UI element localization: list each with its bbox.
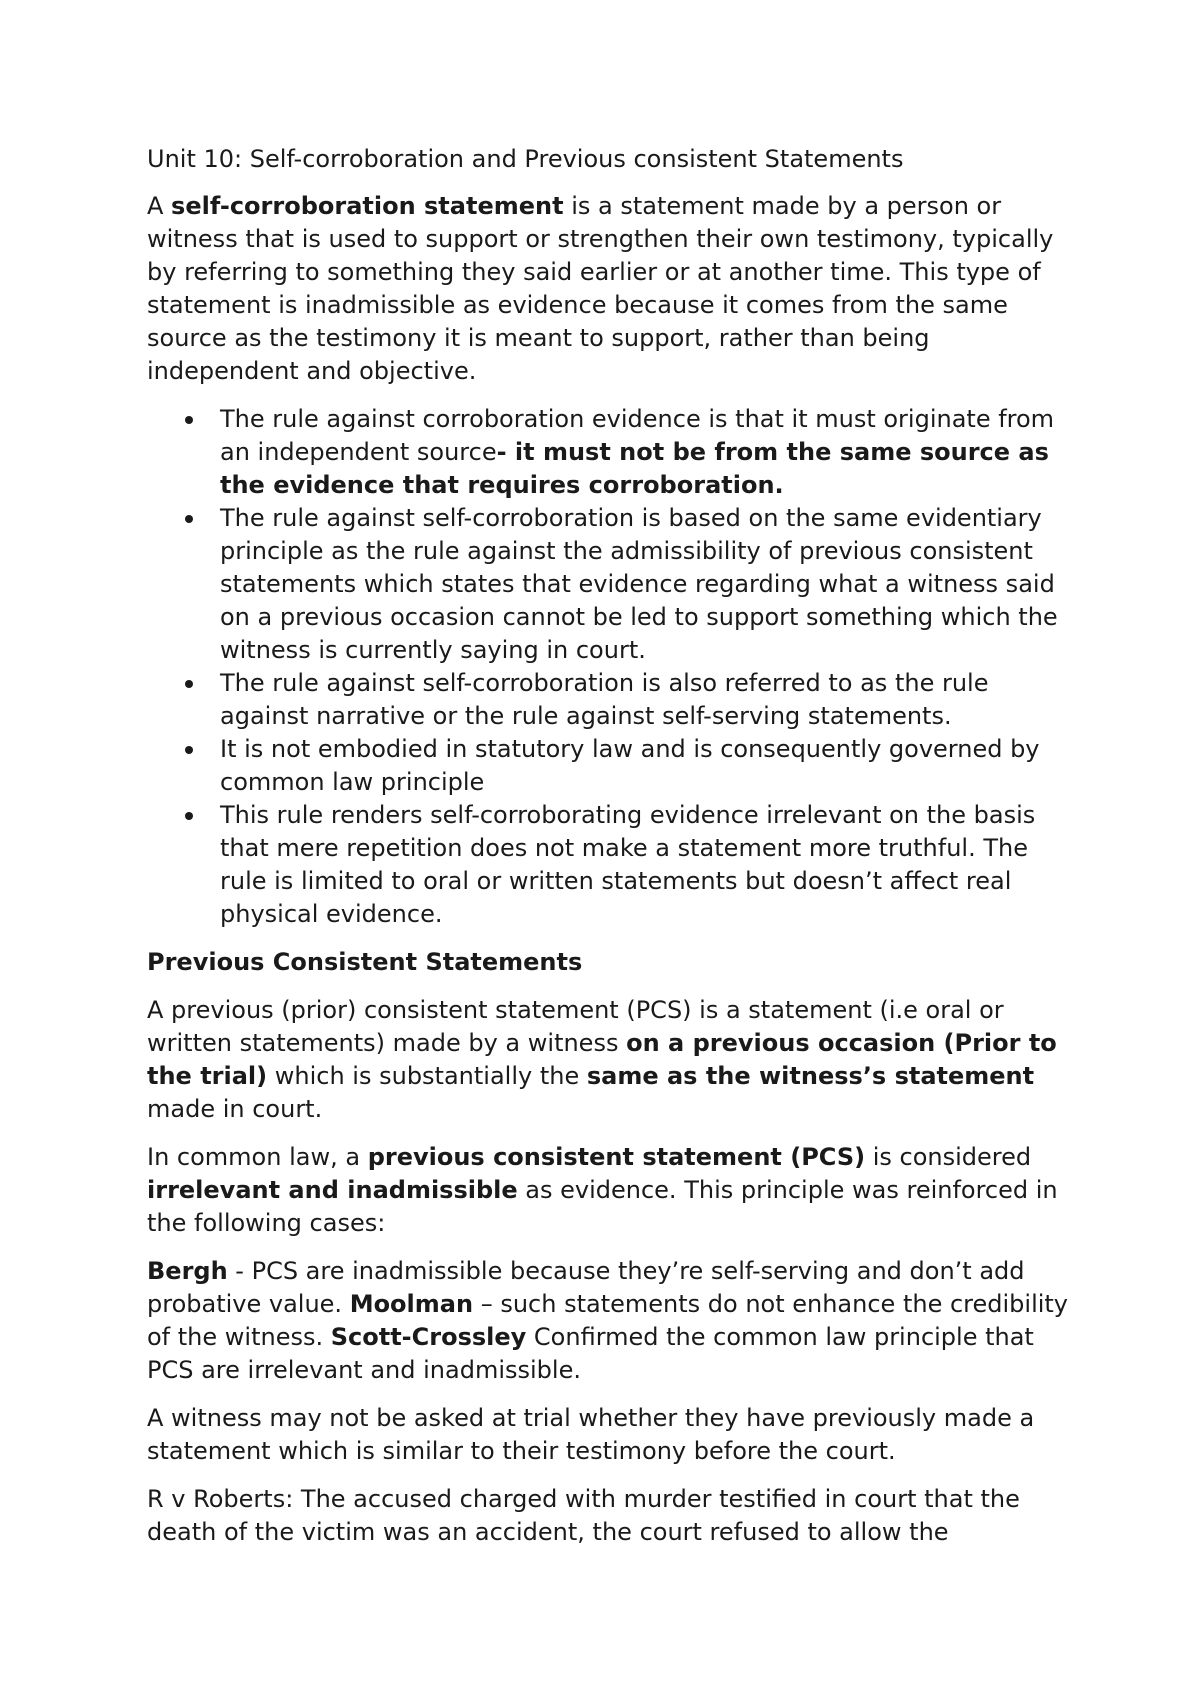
list-item-text: The rule against corroboration evidence is that it must originate from an independent source: [220, 405, 1055, 466]
text: - PCS are inadmissible because they’re self-serving and don’t add probative value.: [147, 1257, 1025, 1318]
witness-paragraph: A witness may not be asked at trial whether they have previously made a statement which is similar to their testimony before the court.: [147, 1404, 1035, 1465]
text: made in court.: [147, 1095, 323, 1123]
case-name: Bergh: [147, 1257, 228, 1285]
intro-term: self-corroboration statement: [171, 192, 564, 220]
cases-paragraph: [147, 1255, 1077, 1387]
intro-text: A: [147, 192, 172, 220]
intro-paragraph: [147, 190, 1077, 388]
bullet-icon: [185, 416, 193, 424]
list-item: [147, 502, 1077, 667]
roberts-paragraph: R v Roberts: The accused charged with murder testified in court that the death of the victim was an accident, the court refused to allow the: [147, 1485, 1020, 1546]
list-item-emphasis: - it must not be from the same source as the evidence that requires corroboration.: [220, 438, 1049, 499]
emphasis: previous consistent statement (PCS): [367, 1143, 866, 1171]
text: as evidence. This principle was reinforced in the following cases:: [147, 1176, 1058, 1237]
emphasis: on a previous occasion (Prior to the trial): [147, 1029, 1057, 1090]
list-item: [147, 667, 1077, 733]
list-item-text: The rule against self-corroboration is based on the same evidentiary principle as the rule against the admissibility of previous consistent statements which states that evidence regarding what a witness said on a previous occasion cannot be led to support something which the witness is currently saying in court.: [220, 504, 1058, 664]
text: In common law, a: [147, 1143, 368, 1171]
list-item-text: This rule renders self-corroborating evidence irrelevant on the basis that mere repetition does not make a statement more truthful. The rule is limited to oral or written statements but doesn’t affect real physical evidence.: [220, 801, 1036, 928]
document-title: Unit 10: Self-corroboration and Previous consistent Statements: [147, 145, 904, 173]
text: Confirmed the common law principle that PCS are irrelevant and inadmissible.: [147, 1323, 1034, 1384]
bullet-icon: [185, 515, 193, 523]
list-item: [147, 403, 1077, 502]
bullet-icon: [185, 746, 193, 754]
list-item: [147, 733, 1077, 799]
document-body: [147, 143, 1077, 1564]
common-law-paragraph: [147, 1141, 1077, 1240]
list-item: [147, 799, 1077, 931]
list-item-text: The rule against self-corroboration is also referred to as the rule against narrative or the rule against self-serving statements.: [220, 669, 989, 730]
bullet-icon: [185, 680, 193, 688]
case-name: Scott-Crossley: [330, 1323, 527, 1351]
pcs-definition-paragraph: [147, 994, 1077, 1126]
emphasis: irrelevant and inadmissible: [147, 1176, 518, 1204]
text: is considered: [865, 1143, 1032, 1171]
emphasis: same as the witness’s statement: [586, 1062, 1035, 1090]
case-name: Moolman: [349, 1290, 474, 1318]
text: which is substantially the: [267, 1062, 587, 1090]
text: A previous (prior) consistent statement (PCS) is a statement (i.e oral or written statements) made by a witness: [147, 996, 1004, 1057]
intro-text-rest: is a statement made by a person or witness that is used to support or strengthen their own testimony, typically by referring to something they said earlier or at another time. This type of statement is inadmissible as evidence because it comes from the same source as the testimony it is meant to support, rather than being independent and objective.: [147, 192, 1054, 385]
section-heading-text: Previous Consistent Statements: [147, 948, 583, 976]
list-item-text: It is not embodied in statutory law and is consequently governed by common law principle: [220, 735, 1040, 796]
bullet-icon: [185, 812, 193, 820]
text: – such statements do not enhance the credibility of the witness.: [147, 1290, 1069, 1351]
rules-list: [147, 403, 1077, 931]
section-heading: [147, 946, 1077, 979]
